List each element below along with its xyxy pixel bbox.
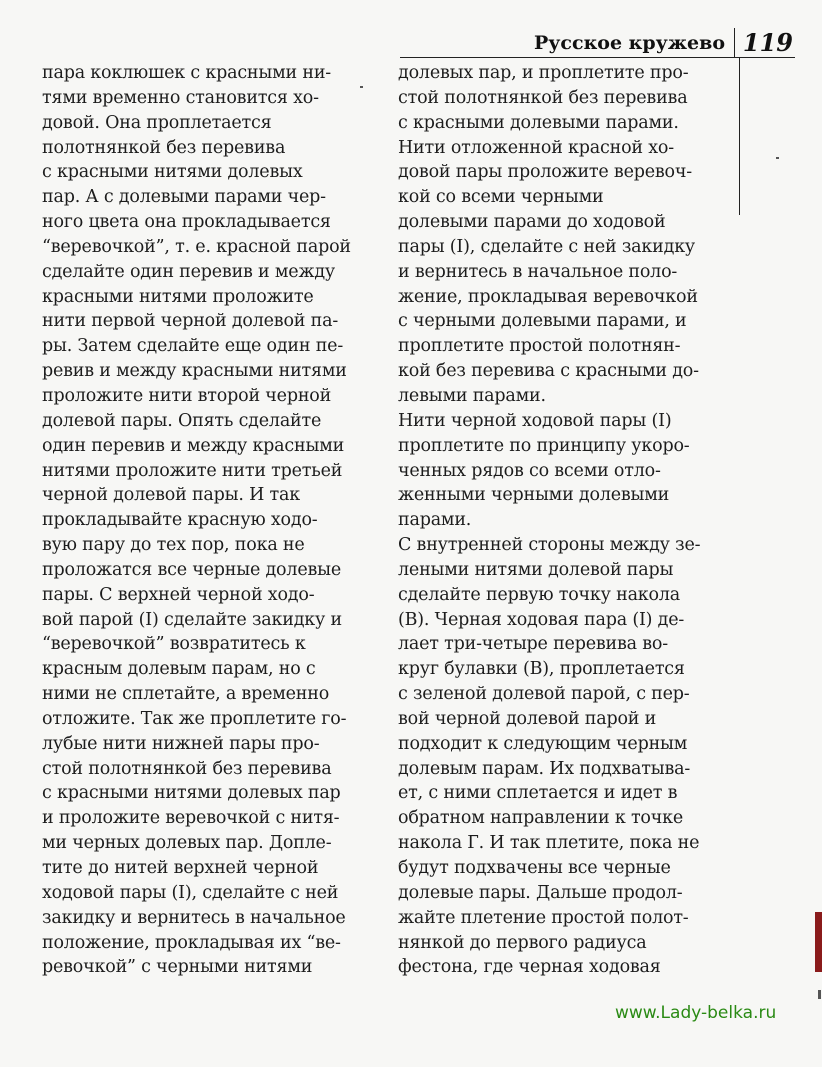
text-line: с красными нитями долевых пар — [42, 783, 341, 804]
text-line: пары. С верхней черной ходо- — [42, 584, 315, 605]
scan-dot — [776, 157, 779, 159]
text-line: долевые пары. Дальше продол- — [398, 882, 683, 903]
text-line: ними не сплетайте, а временно — [42, 684, 330, 705]
text-line: стой полотнянкой без перевива — [42, 758, 332, 779]
text-line: леными нитями долевой пары — [398, 559, 674, 580]
text-line: проложите нити второй черной — [42, 385, 332, 406]
text-line: ного цвета она прокладывается — [42, 212, 331, 233]
running-header — [400, 30, 795, 58]
text-line: жение, прокладывая веревочкой — [398, 286, 698, 307]
text-line: довой пары проложите веревоч- — [398, 162, 692, 183]
text-line: с красными нитями долевых — [42, 162, 303, 183]
text-line: ченных рядов со всеми отло- — [398, 460, 661, 481]
text-line: один перевив и между красными — [42, 435, 345, 456]
text-line: парами. — [398, 510, 472, 531]
text-line: ми черных долевых пар. Допле- — [42, 833, 332, 854]
header-rule — [400, 57, 795, 58]
text-line: нитями проложите нити третьей — [42, 460, 343, 481]
text-line: с красными долевыми парами. — [398, 112, 679, 133]
text-line: ры. Затем сделайте еще один пе- — [42, 336, 344, 357]
page-edge-mark — [815, 912, 822, 972]
text-line: с зеленой долевой парой, с пер- — [398, 684, 690, 705]
text-line: обратном направлении к точке — [398, 808, 684, 829]
text-line: тите до нитей верхней черной — [42, 858, 319, 878]
text-line: лубые нити нижней пары про- — [42, 733, 320, 754]
text-line: будут подхвачены все черные — [398, 858, 671, 878]
scan-dot — [360, 86, 363, 88]
text-line: Нити черной ходовой пары (I) — [398, 410, 672, 431]
text-line: проложатся все черные долевые — [42, 559, 342, 580]
text-line: с черными долевыми парами, и — [398, 311, 687, 332]
text-line: жайте плетение простой полот- — [398, 907, 689, 928]
text-line: пары (I), сделайте с ней закидку — [398, 236, 696, 257]
text-line: ревив и между красными нитями — [42, 361, 347, 382]
text-line: С внутренней стороны между зе- — [398, 535, 701, 556]
text-column-right — [398, 61, 743, 980]
book-title: Русское кружево — [533, 32, 725, 54]
text-line: вой черной долевой парой и — [398, 708, 657, 729]
text-line: полотнянкой без перевива — [42, 137, 286, 158]
page-number: 119 — [742, 28, 793, 57]
text-line: сделайте один перевив и между — [42, 261, 336, 282]
text-line: “веревочкой” возвратитесь к — [42, 634, 306, 655]
text-line: вой парой (I) сделайте закидку и — [42, 609, 342, 630]
text-line: ходовой пары (I), сделайте с ней — [42, 882, 339, 903]
text-line: тями временно становится хо- — [42, 87, 319, 108]
text-line: отложите. Так же проплетите го- — [42, 708, 347, 729]
text-line: долевой пары. Опять сделайте — [42, 410, 322, 431]
text-line: кой со всеми черными — [398, 187, 604, 208]
text-line: стой полотнянкой без перевива — [398, 87, 688, 108]
text-line: “веревочкой”, т. е. красной парой — [42, 236, 351, 257]
text-line: ет, с ними сплетается и идет в — [398, 783, 678, 804]
text-line: долевых пар, и проплетите про- — [398, 63, 689, 83]
text-line: кой без перевива с красными до- — [398, 361, 699, 382]
text-line: лает три-четыре перевива во- — [398, 634, 668, 655]
text-line: вую пару до тех пор, пока не — [42, 535, 305, 556]
text-line: левыми парами. — [398, 385, 546, 406]
text-line: проплетите простой полотнян- — [398, 336, 681, 357]
text-line: проплетите по принципу укоро- — [398, 435, 690, 456]
text-line: черной долевой пары. И так — [42, 485, 300, 506]
footer-url: www.Lady-belka.ru — [615, 1003, 777, 1023]
text-line: долевыми парами до ходовой — [398, 212, 666, 233]
text-line: ревочкой” с черными нитями — [42, 957, 313, 978]
text-line: нянкой до первого радиуса — [398, 932, 647, 953]
text-line: накола Г. И так плетите, пока не — [398, 833, 700, 854]
text-line: красным долевым парам, но с — [42, 659, 316, 680]
text-line: пар. А с долевыми парами чер- — [42, 187, 326, 208]
text-line: пара коклюшек с красными ни- — [42, 63, 331, 83]
text-line: подходит к следующим черным — [398, 733, 688, 754]
text-line: прокладывайте красную ходо- — [42, 510, 318, 531]
text-line: красными нитями проложите — [42, 286, 314, 307]
text-column-left — [42, 61, 402, 980]
header-divider — [734, 28, 735, 58]
text-line: (В). Черная ходовая пара (I) де- — [398, 609, 685, 630]
text-line: закидку и вернитесь в начальное — [42, 907, 346, 928]
text-line: и вернитесь в начальное поло- — [398, 261, 678, 282]
text-line: фестона, где черная ходовая — [398, 957, 661, 978]
text-line: долевым парам. Их подхватыва- — [398, 758, 691, 779]
text-line: положение, прокладывая их “ве- — [42, 932, 341, 953]
text-line: сделайте первую точку накола — [398, 584, 681, 605]
scan-dot — [818, 990, 821, 999]
text-line: нити первой черной долевой па- — [42, 311, 339, 332]
text-line: женными черными долевыми — [398, 485, 670, 506]
text-line: Нити отложенной красной хо- — [398, 137, 674, 158]
text-line: круг булавки (В), проплетается — [398, 659, 685, 680]
text-line: довой. Она проплетается — [42, 112, 272, 133]
text-line: и проложите веревочкой с нитя- — [42, 808, 340, 829]
